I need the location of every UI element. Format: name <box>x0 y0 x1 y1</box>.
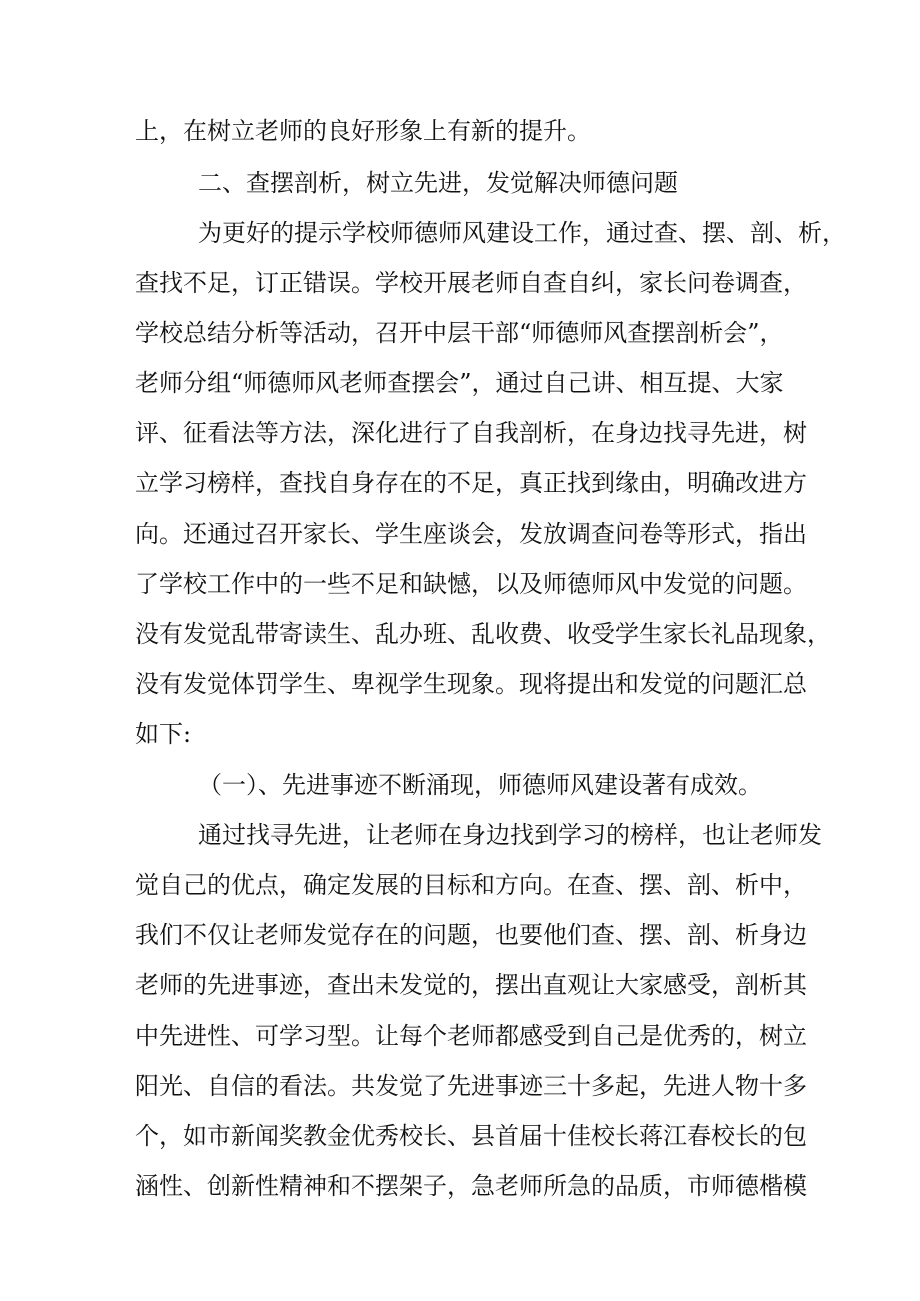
text-line: 老师的先进事迹，查出未发觉的，摆出直观让大家感受，剖析其 <box>135 971 807 999</box>
text-line: 上，在树立老师的良好形象上有新的提升。 <box>135 117 591 145</box>
text-line: 了学校工作中的一些不足和缺憾，以及师德师风中发觉的问题。 <box>135 570 807 598</box>
text-line: 评、征看法等方法，深化进行了自我剖析，在身边找寻先进，树 <box>135 419 807 447</box>
text-line: 查找不足，订正错误。学校开展老师自查自纠，家长问卷调查， <box>135 269 807 297</box>
text-line: 如下: <box>135 720 192 748</box>
text-line: 向。还通过召开家长、学生座谈会，发放调查问卷等形式，指出 <box>135 520 807 548</box>
subsection-heading: （一）、先进事迹不断涌现，师德师风建设著有成效。 <box>198 771 762 799</box>
text-line: 中先进性、可学习型。让每个老师都感受到自己是优秀的，树立 <box>135 1022 807 1050</box>
text-line: 觉自己的优点，确定发展的目标和方向。在查、摆、剖、析中， <box>135 871 807 899</box>
text-line: 阳光、自信的看法。共发觉了先进事迹三十多起，先进人物十多 <box>135 1072 807 1100</box>
text-line: 立学习榜样，查找自身存在的不足，真正找到缘由，明确改进方 <box>135 469 807 497</box>
text-line: 学校总结分析等活动，召开中层干部“师德师风查摆剖析会”， <box>135 319 784 347</box>
text-line: 我们不仅让老师发觉存在的问题，也要他们查、摆、剖、析身边 <box>135 921 807 949</box>
text-line: 没有发觉体罚学生、卑视学生现象。现将提出和发觉的问题汇总 <box>135 670 807 698</box>
text-line: 涵性、创新性精神和不摆架子，急老师所急的品质，市师德楷模 <box>135 1172 807 1200</box>
text-line: 老师分组“师德师风老师查摆会”，通过自己讲、相互提、大家 <box>135 369 784 397</box>
section-heading: 二、查摆剖析，树立先进，发觉解决师德问题 <box>198 169 678 197</box>
text-line: 为更好的提示学校师德师风建设工作，通过查、摆、剖、析， <box>198 219 846 247</box>
text-line: 通过找寻先进，让老师在身边找到学习的榜样，也让老师发 <box>198 821 822 849</box>
text-line: 个，如市新闻奖教金优秀校长、县首届十佳校长蒋江春校长的包 <box>135 1122 807 1150</box>
text-line: 没有发觉乱带寄读生、乱办班、乱收费、收受学生家长礼品现象， <box>135 620 831 648</box>
